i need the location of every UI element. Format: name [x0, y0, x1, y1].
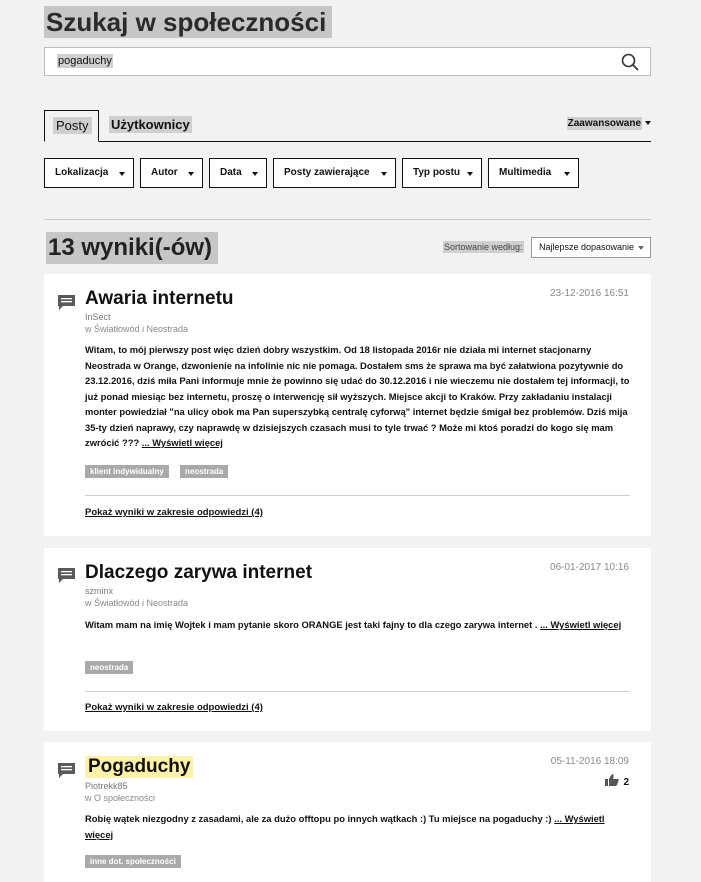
- post-card: [44, 742, 651, 882]
- post-title-link[interactable]: Awaria internetu: [85, 288, 234, 309]
- message-icon: [57, 294, 76, 311]
- sort-label: Sortowanie według:: [444, 242, 523, 252]
- tag[interactable]: neostrada: [180, 465, 228, 478]
- card-divider: [85, 691, 630, 692]
- card-divider: [85, 495, 630, 496]
- tab-users-label: Użytkownicy: [111, 117, 190, 132]
- post-author-link[interactable]: InSect: [85, 312, 111, 322]
- chevron-down-icon: [252, 172, 258, 176]
- filter-label: Posty zawierające: [284, 167, 370, 178]
- thumbs-up-icon: [605, 774, 619, 786]
- post-card: [44, 548, 651, 731]
- message-icon: [57, 762, 76, 779]
- filter-label: Data: [220, 167, 242, 178]
- post-date: 06-01-2017 10:16: [550, 562, 629, 573]
- filter-label: Typ postu: [413, 167, 461, 178]
- read-more-link[interactable]: ... Wyświetl więcej: [141, 437, 223, 448]
- filter-location-button[interactable]: [44, 158, 134, 188]
- read-more-link[interactable]: ... Wyświetl więcej: [85, 813, 605, 840]
- chevron-down-icon: [188, 172, 194, 176]
- tag[interactable]: inne dot. społeczności: [85, 855, 181, 868]
- chevron-down-icon: [119, 172, 125, 176]
- chevron-down-icon: [645, 121, 651, 125]
- results-count: 13 wyniki(-ów): [46, 232, 218, 264]
- post-author-link[interactable]: Piotrekk85: [85, 781, 128, 791]
- advanced-search-dropdown[interactable]: [567, 118, 651, 129]
- tag[interactable]: neostrada: [85, 661, 133, 674]
- post-board-link[interactable]: w O społeczności: [85, 793, 156, 803]
- message-icon: [57, 567, 76, 584]
- tabs-bar: [44, 110, 651, 142]
- chevron-down-icon: [467, 172, 473, 176]
- show-replies-link[interactable]: Pokaż wyniki w zakresie odpowiedzi (4): [85, 702, 263, 713]
- chevron-down-icon: [381, 172, 387, 176]
- post-excerpt-text: Robię wątek niezgodny z zasadami, ale za dużo offtopu po innych wątkach :) Tu miejsce na pogaduchy :): [85, 813, 555, 824]
- tag[interactable]: klient indywidualny: [85, 465, 169, 478]
- filter-contains-button[interactable]: [273, 158, 396, 188]
- sort-select[interactable]: [531, 237, 651, 258]
- filter-label: Autor: [151, 167, 178, 178]
- filter-post-type-button[interactable]: [402, 158, 482, 188]
- show-replies-link[interactable]: Pokaż wyniki w zakresie odpowiedzi (4): [85, 507, 263, 518]
- advanced-label: Zaawansowane: [567, 118, 641, 129]
- filter-date-button[interactable]: [209, 158, 267, 188]
- post-board-link[interactable]: w Światłowód i Neostrada: [85, 324, 189, 334]
- tab-posts-label: Posty: [53, 117, 92, 134]
- post-date: 23-12-2016 16:51: [550, 288, 629, 299]
- post-excerpt: [85, 342, 630, 451]
- chevron-down-icon: [638, 246, 644, 250]
- chevron-down-icon: [564, 172, 570, 176]
- post-board-link[interactable]: w Światłowód i Neostrada: [85, 598, 189, 608]
- post-date: 05-11-2016 18:09: [550, 756, 629, 767]
- post-excerpt: [85, 811, 630, 842]
- kudos-value: 2: [623, 777, 629, 788]
- post-title-link[interactable]: Dlaczego zarywa internet: [85, 562, 313, 583]
- post-author-link[interactable]: szminx: [85, 586, 114, 596]
- filter-author-button[interactable]: [140, 158, 203, 188]
- kudos-count[interactable]: [605, 774, 629, 788]
- page-title: Szukaj w społeczności: [44, 6, 332, 38]
- tab-users[interactable]: [101, 110, 200, 142]
- post-excerpt: [85, 617, 630, 633]
- read-more-link[interactable]: ... Wyświetl więcej: [540, 619, 622, 630]
- sort-select-value: Najlepsze dopasowanie: [539, 242, 635, 252]
- search-input-value[interactable]: pogaduchy: [58, 55, 112, 67]
- search-icon[interactable]: [621, 53, 639, 71]
- filter-label: Multimedia: [499, 167, 552, 178]
- filter-multimedia-button[interactable]: [488, 158, 579, 188]
- search-input[interactable]: [44, 47, 651, 76]
- tab-posts[interactable]: [44, 110, 99, 142]
- post-title-link[interactable]: Pogaduchy: [85, 756, 193, 778]
- post-card: [44, 274, 651, 536]
- filter-label: Lokalizacja: [55, 167, 109, 178]
- divider: [44, 219, 651, 220]
- post-excerpt-text: Witam mam na imię Wojtek i mam pytanie skoro ORANGE jest taki fajny to dla czego zarywa internet .: [85, 619, 541, 630]
- post-excerpt-text: Witam, to mój pierwszy post więc dzień dobry wszystkim. Od 18 listopada 2016r nie działa mi internet stacjonarny Neostrada w Orange, dzwonienie na infolinie nic nie pomaga. Dostałem sms że sprawa ma być załatwiona pozytywnie do 23.12.2016, dziś miła Pani informuje mnie że powinno się udać do 30.12.2016 i nie wieczemu nie dostałem tej informacji, to już ponad miesiąc bez internetu, proszę o interwencję sił wyższych. Miejsce akcji to Kraków. Przy zakładaniu instalacji monter powiedział "na ulicy obok ma Pan superszybką centralę cyforwą" internet będzie śmigał bez problemów. Dziś mija 35-ty dzień naprawy, czy naprawdę w dzisiejszych czasach musi to tyle trwać ? Może mi ktoś poradzi do kogo się mam zwrócić ???: [85, 344, 630, 448]
